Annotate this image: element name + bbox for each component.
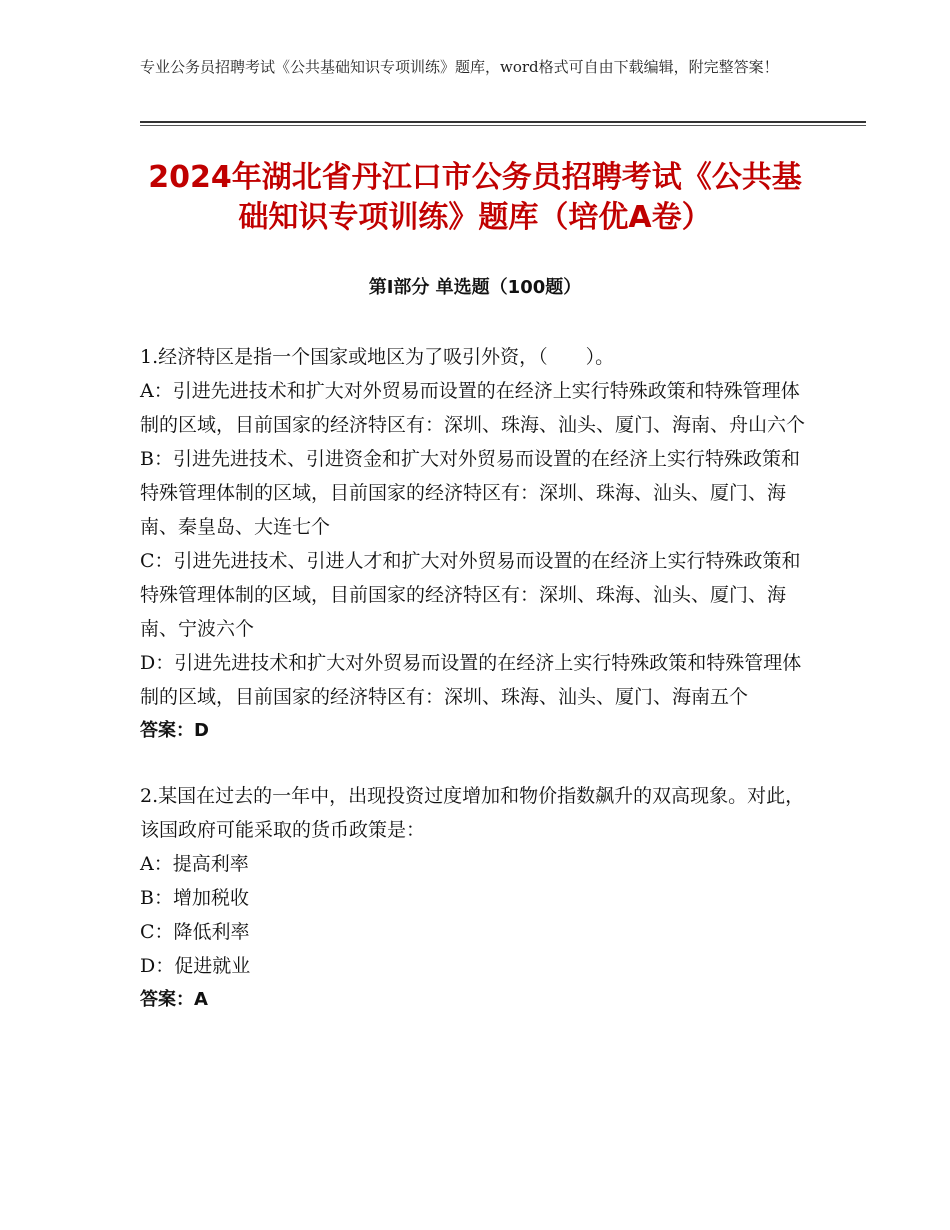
header-rule-thin [140,125,866,126]
answer-line: 答案：A [140,989,208,1010]
option-c: C：降低利率 [140,921,250,943]
option-c: C：引进先进技术、引进人才和扩大对外贸易而设置的在经济上实行特殊政策和特殊管理体制的区域，目前国家的经济特区有：深圳、珠海、汕头、厦门、海南、宁波六个 [140,550,801,640]
document-title: 2024年湖北省丹江口市公务员招聘考试《公共基础知识专项训练》题库（培优A卷） [148,160,802,235]
answer-line: 答案：D [140,720,209,741]
option-d: D：引进先进技术和扩大对外贸易而设置的在经济上实行特殊政策和特殊管理体制的区域，目前国家的经济特区有：深圳、珠海、汕头、厦门、海南五个 [140,652,802,708]
section-title: 第Ⅰ部分 单选题（100题） [368,277,582,298]
option-d: D：促进就业 [140,955,251,977]
question-list [140,340,808,1048]
question-2 [140,779,808,1017]
question-1 [140,340,808,748]
option-a: A：引进先进技术和扩大对外贸易而设置的在经济上实行特殊政策和特殊管理体制的区域，目前国家的经济特区有：深圳、珠海、汕头、厦门、海南、舟山六个 [140,380,806,436]
option-b: B：引进先进技术、引进资金和扩大对外贸易而设置的在经济上实行特殊政策和特殊管理体制的区域，目前国家的经济特区有：深圳、珠海、汕头、厦门、海南、秦皇岛、大连七个 [140,448,800,538]
question-stem: 2.某国在过去的一年中，出现投资过度增加和物价指数飙升的双高现象。对此，该国政府可能采取的货币政策是： [140,785,805,841]
header-note: 专业公务员招聘考试《公共基础知识专项训练》题库，word格式可自由下载编辑，附完整答案！ [140,58,779,76]
option-b: B：增加税收 [140,887,249,909]
header-rule-thick [140,121,866,123]
question-stem: 1.经济特区是指一个国家或地区为了吸引外资，（ ）。 [140,346,615,368]
option-a: A：提高利率 [140,853,249,875]
